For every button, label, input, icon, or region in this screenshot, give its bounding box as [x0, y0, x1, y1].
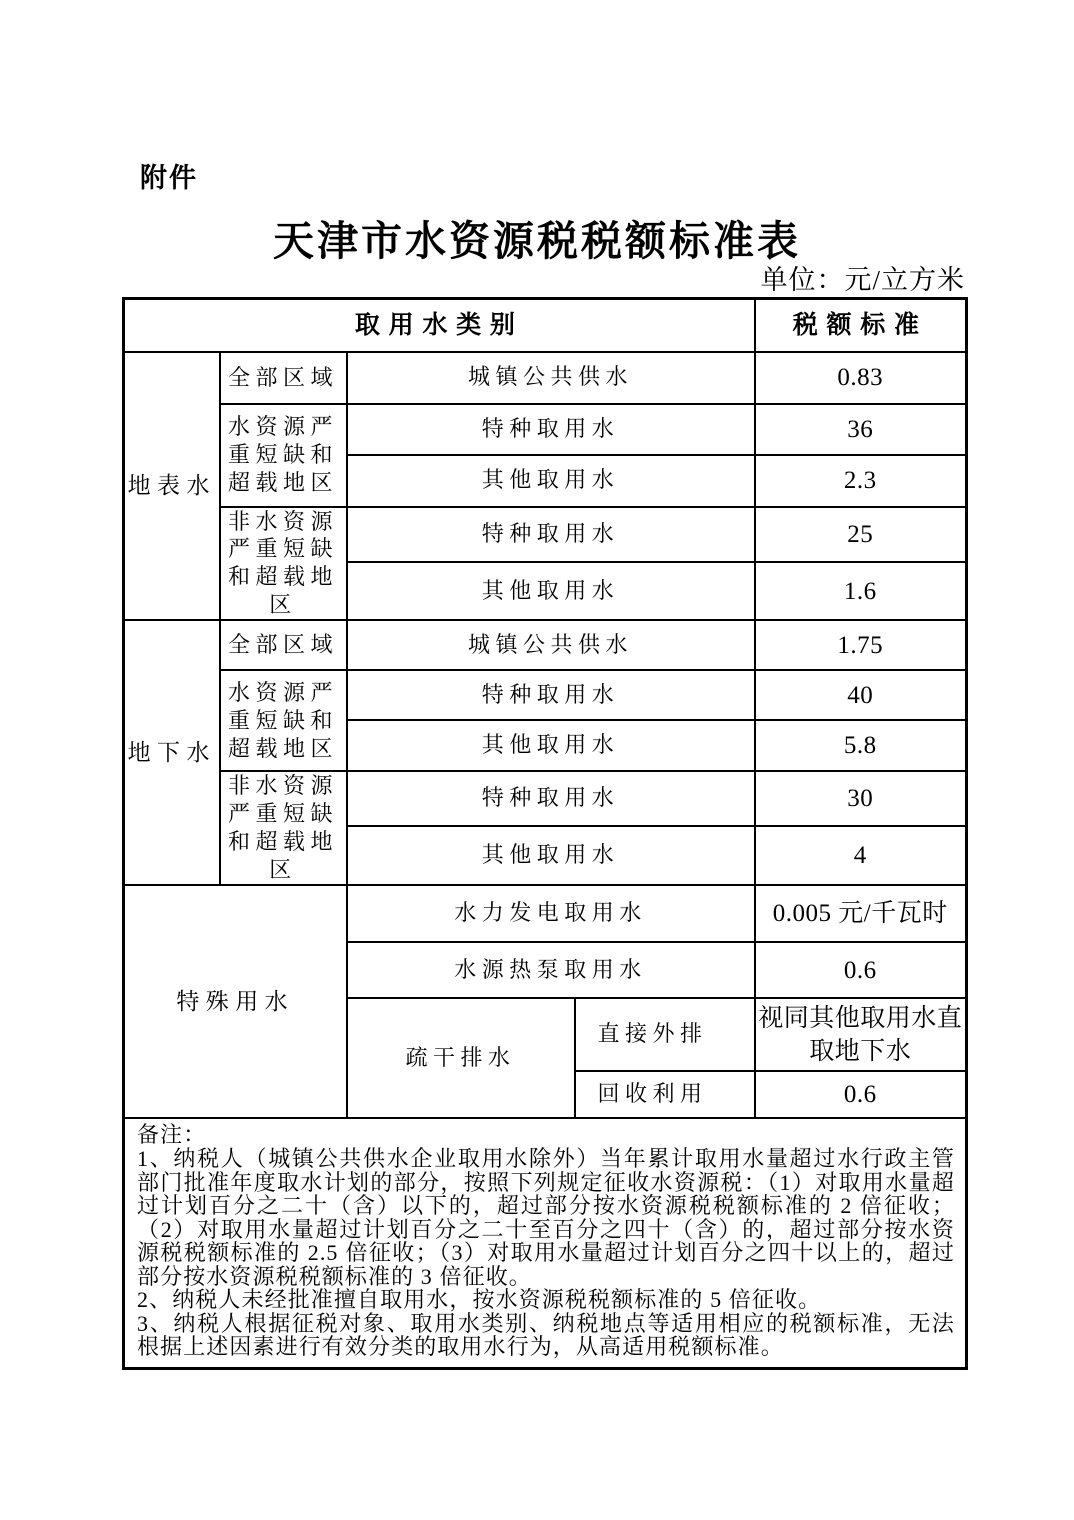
value-cell: 5.8: [755, 720, 967, 771]
value-cell: 0.6: [755, 942, 967, 998]
value-cell: 30: [755, 771, 967, 825]
category-cell: 其他取用水: [347, 826, 755, 885]
category-cell: 特种取用水: [347, 404, 755, 455]
group-cell-special-use: 特殊用水: [124, 885, 347, 1118]
unit-label: 单位：元/立方米: [760, 265, 965, 295]
value-cell: 0.6: [755, 1071, 967, 1118]
group-cell-ground-water: 地下水: [124, 620, 220, 885]
notes-row: [124, 1118, 967, 1368]
table-row: [124, 404, 967, 455]
group-cell-surface-water: 地表水: [124, 352, 220, 621]
attachment-label: 附件: [140, 163, 198, 193]
category-cell: 特种取用水: [347, 507, 755, 562]
value-cell: 36: [755, 404, 967, 455]
category-cell: 特种取用水: [347, 771, 755, 825]
category-cell: 其他取用水: [347, 720, 755, 771]
table-row: [124, 620, 967, 670]
region-cell: 非水资源严重短缺和超载地区: [220, 507, 347, 621]
value-cell: 40: [755, 670, 967, 720]
region-cell: 非水资源严重短缺和超载地区: [220, 771, 347, 885]
category-cell: 城镇公共供水: [347, 620, 755, 670]
value-cell: 25: [755, 507, 967, 562]
table-row: [124, 771, 967, 825]
note-item-1: 1、纳税人（城镇公共供水企业取用水除外）当年累计取用水量超过水行政主管部门批准年度取水计划的部分，按照下列规定征收水资源税：（1）对取用水量超过计划百分之二十（含）以下的，超过部分按水资源税税额标准的 2 倍征收；（2）对取用水量超过计划百分之二十至百分之四十（含）的，超过部分按水资源税税额标准的 2.5 倍征收；（3）对取用水量超过计划百分之四十以上的，超过部分按水资源税税额标准的 3 倍征收。: [137, 1146, 956, 1289]
table-row: [124, 507, 967, 562]
region-cell: 水资源严重短缺和超载地区: [220, 670, 347, 771]
subcategory-cell: 回收利用: [575, 1071, 755, 1118]
value-cell: 1.75: [755, 620, 967, 670]
notes-label: 备注：: [137, 1122, 207, 1147]
table-header-row: [124, 299, 967, 352]
category-cell: 其他取用水: [347, 455, 755, 507]
category-cell: 水源热泵取用水: [347, 942, 755, 998]
category-cell: 特种取用水: [347, 670, 755, 720]
header-cell-standard: 税额标准: [755, 299, 967, 352]
value-cell: 1.6: [755, 562, 967, 620]
value-cell: 2.3: [755, 455, 967, 507]
region-cell: 水资源严重短缺和超载地区: [220, 404, 347, 507]
value-cell: 视同其他取用水直取地下水: [755, 998, 967, 1071]
note-item-3: 3、纳税人根据征税对象、取用水类别、纳税地点等适用相应的税额标准，无法根据上述因素进行有效分类的取用水行为，从高适用税额标准。: [137, 1310, 956, 1360]
table-row: [124, 352, 967, 404]
subcategory-cell: 直接外排: [575, 998, 755, 1071]
table-row: [124, 670, 967, 720]
value-cell: 0.005 元/千瓦时: [755, 885, 967, 942]
category-cell: 其他取用水: [347, 562, 755, 620]
page-title: 天津市水资源税税额标准表: [273, 218, 801, 264]
category-cell: 水力发电取用水: [347, 885, 755, 942]
value-cell: 4: [755, 826, 967, 885]
note-item-2: 2、纳税人未经批准擅自取用水，按水资源税税额标准的 5 倍征收。: [137, 1287, 822, 1313]
notes-section: [124, 1118, 967, 1368]
tax-standard-table: [122, 297, 968, 1370]
category-cell-drainage: 疏干排水: [347, 998, 575, 1118]
category-cell: 城镇公共供水: [347, 352, 755, 404]
table-row: [124, 885, 967, 942]
value-cell: 0.83: [755, 352, 967, 404]
region-cell: 全部区域: [220, 620, 347, 670]
header-cell-category: 取用水类别: [124, 299, 755, 352]
region-cell: 全部区域: [220, 352, 347, 404]
